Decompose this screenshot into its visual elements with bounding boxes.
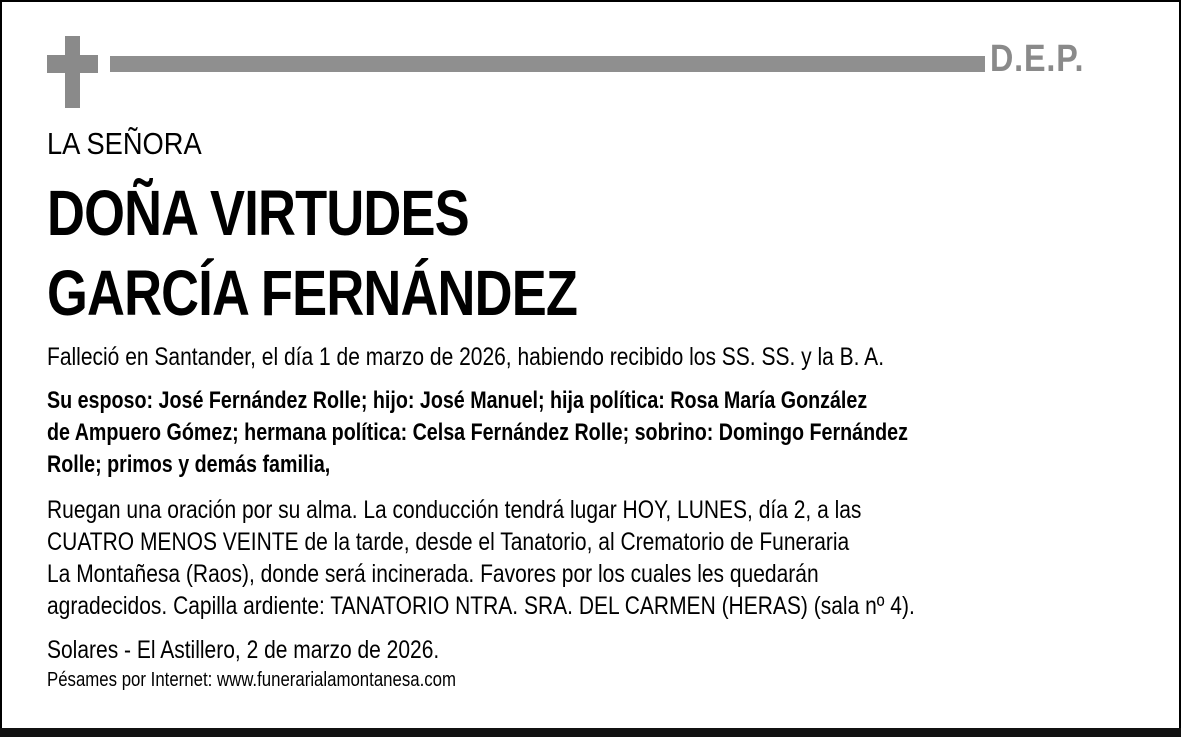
place-date: Solares - El Astillero, 2 de marzo de 2026. <box>47 636 440 664</box>
ceremony-line: La Montañesa (Raos), donde será incinerada. Favores por los cuales les quedarán <box>47 560 819 588</box>
family-line: de Ampuero Gómez; hermana política: Celsa Fernández Rolle; sobrino: Domingo Fernández <box>47 419 908 446</box>
family-line: Su esposo: José Fernández Rolle; hijo: José Manuel; hija política: Rosa María González <box>47 387 868 414</box>
deceased-name-line-1: DOÑA VIRTUDES <box>47 177 469 249</box>
death-notice: Falleció en Santander, el día 1 de marzo de 2026, habiendo recibido los SS. SS. y la B. A. <box>47 343 885 371</box>
ceremony-line: agradecidos. Capilla ardiente: TANATORIO NTRA. SRA. DEL CARMEN (HERAS) (sala nº 4). <box>47 592 915 620</box>
condolences-link: Pésames por Internet: www.funerarialamontanesa.com <box>47 669 457 691</box>
cross-horizontal <box>47 55 98 73</box>
ceremony-line: CUATRO MENOS VEINTE de la tarde, desde el Tanatorio, al Crematorio de Funeraria <box>47 528 850 556</box>
title-label: LA SEÑORA <box>47 126 202 161</box>
dep-label: D.E.P. <box>990 38 1085 80</box>
header-rule <box>110 56 985 72</box>
family-line: Rolle; primos y demás familia, <box>47 451 331 478</box>
bottom-border <box>0 728 1181 737</box>
ceremony-line: Ruegan una oración por su alma. La conducción tendrá lugar HOY, LUNES, día 2, a las <box>47 496 862 524</box>
deceased-name-line-2: GARCÍA FERNÁNDEZ <box>47 257 578 329</box>
